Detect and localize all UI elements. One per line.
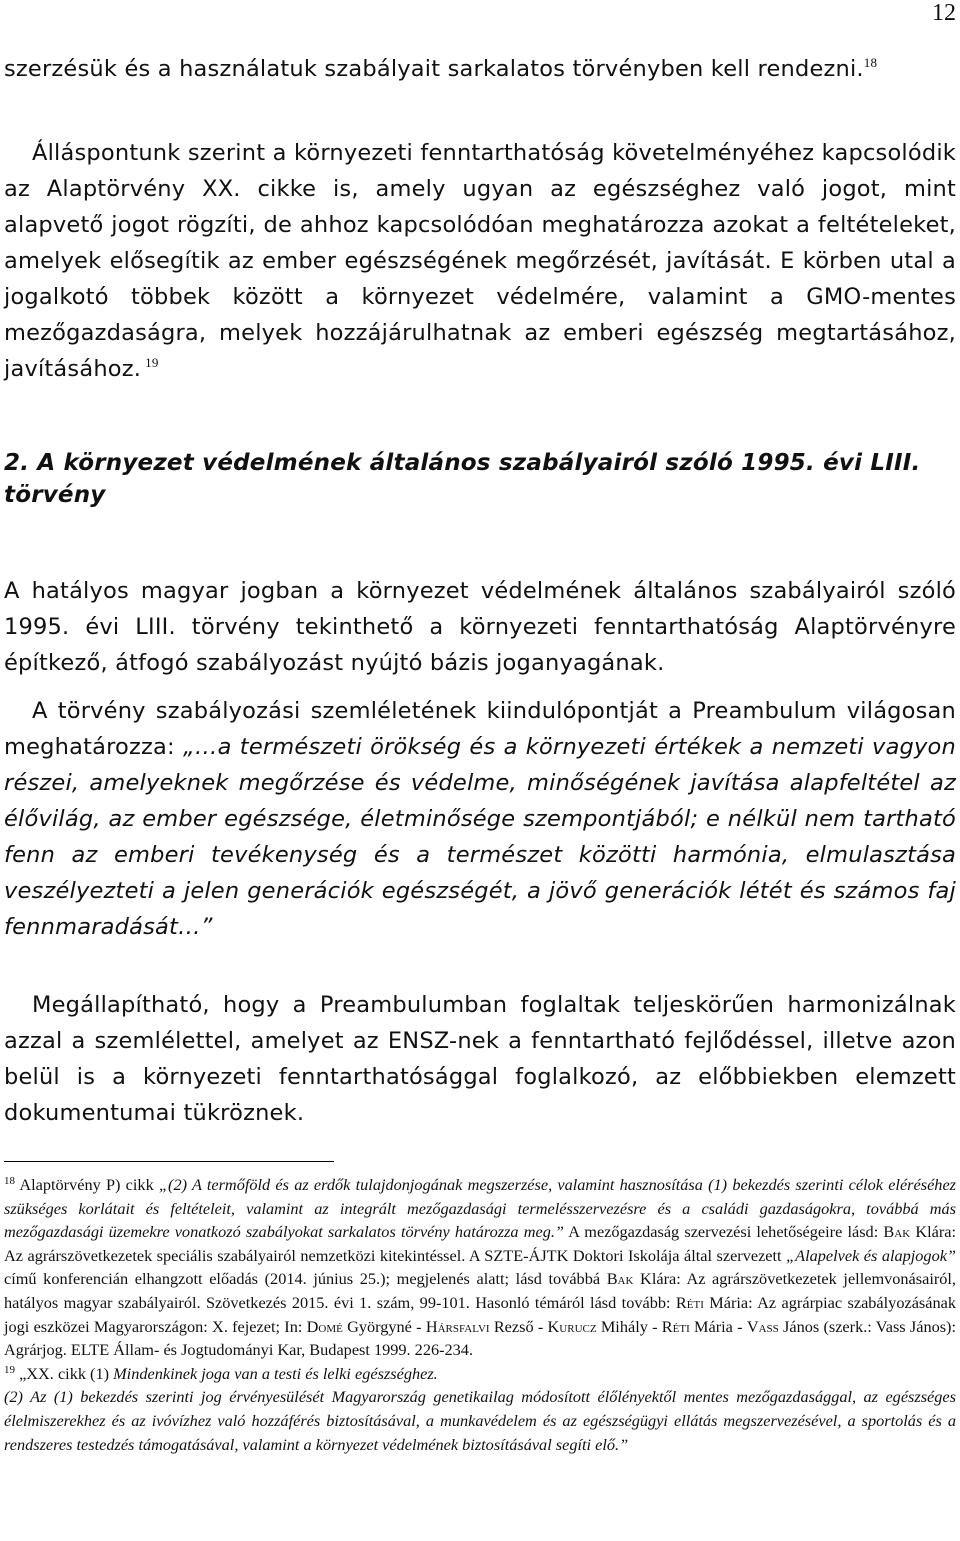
author-name: Bak bbox=[606, 1269, 634, 1289]
fn18-seg: A mezőgazdaság szervezési lehetőségeire lásd: bbox=[563, 1222, 884, 1242]
footnote-18 bbox=[4, 1173, 956, 1362]
fn19-quote: Mindenkinek joga van a testi és lelki egészséghez. bbox=[113, 1363, 438, 1383]
fn18-seg: Mária: Az agrárpiac szabályozásának jogi eszközei Magyarországon: X. fejezet; In: bbox=[4, 1292, 956, 1336]
fn18-seg: Alaptörvény P) cikk bbox=[15, 1175, 159, 1194]
fn18-seg: Rezső - bbox=[489, 1316, 548, 1336]
author-name: Vass bbox=[746, 1316, 779, 1336]
fn18-seg: Klára: Az agrárszövetkezetek speciális szabályairól nemzetközi kitekintéssel. A SZTE-ÁJTK Doktori Iskolája által szervezett bbox=[4, 1222, 957, 1265]
fn19-seg: „XX. cikk (1) bbox=[15, 1363, 114, 1383]
footnote-separator bbox=[4, 1161, 334, 1162]
conference-title: „Alapelvek és alapjogok” bbox=[786, 1245, 956, 1265]
footnotes bbox=[4, 1173, 956, 1456]
paragraph-1 bbox=[4, 51, 956, 87]
paragraph-4-lead: A törvény szabályozási szemléletének kiindulópontját a Preambulum világosan meghatározza: bbox=[4, 698, 956, 760]
fn18-seg: Klára: Az agrárszövetkezetek jellemvonásairól, hatályos magyar szabályairól. Szövetkezés 2015. évi 1. szám, 99-101. Hasonló témáról lásd tovább: bbox=[4, 1269, 956, 1312]
author-name: Réti bbox=[675, 1292, 704, 1312]
author-name: Domé bbox=[306, 1316, 343, 1336]
author-name: Bak bbox=[883, 1222, 911, 1242]
author-name: Kurucz bbox=[547, 1316, 597, 1336]
fn18-seg: Mária - bbox=[689, 1316, 747, 1336]
paragraph-2 bbox=[4, 135, 956, 387]
paragraph-2-text: Álláspontunk szerint a környezeti fenntarthatóság követelményéhez kapcsolódik az Alaptörvény XX. cikke is, amely ugyan az egészséghez való jogot, mint alapvető jogot rögzíti, de ahhoz kapcsolódóan meghatározza azokat a feltételeket, amelyek elősegítik az ember egészségének megőrzését, javítását. E körben utal a jogalkotó többek között a környezet védelmére, valamint a GMO-mentes mezőgazdaságra, melyek hozzájárulhatnak az emberi egészség megtartásához, javításához. bbox=[4, 140, 956, 382]
preamble-quote: „…a természeti örökség és a környezeti értékek a nemzeti vagyon részei, amelyeknek megőrzése és védelme, minőségének javítása alapfeltétel az élővilág, az ember egészsége, életminősége szempontjából; e nélkül nem tartható fenn az emberi tevékenység és a természet közötti harmónia, elmulasztása veszélyezteti a jelen generációk egészségét, a jövő generációk létét és számos faj fennmaradását…” bbox=[4, 734, 956, 940]
fn18-quote: „(2) A termőföld és az erdők tulajdonjogának megszerzése, valamint hasznosítása (1) bekezdés szerinti célok eléréséhez szükséges korlátait és feltételeit, valamint az integrált mezőgazdasági termelésszervezésre és a családi gazdaságokra, továbbá más mezőgazdasági üzemekre vonatkozó szabályokat sarkalatos törvény határozza meg.” bbox=[4, 1175, 956, 1242]
author-name: Réti bbox=[661, 1316, 690, 1336]
paragraph-4 bbox=[4, 693, 956, 945]
fn18-seg: című konferencián elhangzott előadás (2014. június 25.); megjelenés alatt; lásd továbbá bbox=[4, 1269, 607, 1289]
author-name: Hársfalvi bbox=[425, 1316, 490, 1336]
footnote-ref-19[interactable]: 19 bbox=[145, 355, 159, 370]
footnote-19 bbox=[4, 1362, 956, 1386]
footnote-ref-18[interactable]: 18 bbox=[863, 55, 878, 70]
footnote-19-mark: 19 bbox=[4, 1363, 15, 1376]
fn19-quote: (2) Az (1) bekezdés szerinti jog érvényesülését Magyarország genetikailag módosított élőlényektől mentes mezőgazdasággal, az egészséges élelmiszerekhez és az ivóvízhez való hozzáférés biztosításával, a munkavédelem és az egészségügyi ellátás megszervezésével, a sportolás és a rendszeres testedzés támogatásával, valamint a környezet védelmének biztosításával segíti elő.” bbox=[4, 1387, 956, 1454]
page-number: 12 bbox=[932, 0, 956, 26]
fn18-seg: Mihály - bbox=[596, 1316, 662, 1336]
paragraph-3: A hatályos magyar jogban a környezet védelmének általános szabályairól szóló 1995. évi LIII. törvény tekinthető a környezeti fenntarthatóság Alaptörvényre építkező, átfogó szabályozást nyújtó bázis joganyagának. bbox=[4, 578, 956, 676]
paragraph-1-text: szerzésük és a használatuk szabályait sarkalatos törvényben kell rendezni. bbox=[4, 56, 864, 82]
fn18-seg: János (szerk.: Vass János): Agrárjog. ELTE Állam- és Jogtudományi Kar, Budapest 1999. 226-234. bbox=[4, 1316, 957, 1360]
section-heading: 2. A környezet védelmének általános szabályairól szóló 1995. évi LIII. törvény bbox=[4, 450, 921, 508]
footnote-19-continued bbox=[4, 1385, 956, 1456]
footnote-18-mark: 18 bbox=[4, 1175, 15, 1187]
fn18-seg: Györgyné - bbox=[342, 1316, 426, 1336]
paragraph-5: Megállapítható, hogy a Preambulumban foglaltak teljeskörűen harmonizálnak azzal a szemlélettel, amelyet az ENSZ-nek a fenntartható fejlődéssel, illetve azon belül is a környezeti fenntarthatósággal foglalkozó, az előbbiekben elemzett dokumentumai tükröznek. bbox=[4, 992, 956, 1126]
